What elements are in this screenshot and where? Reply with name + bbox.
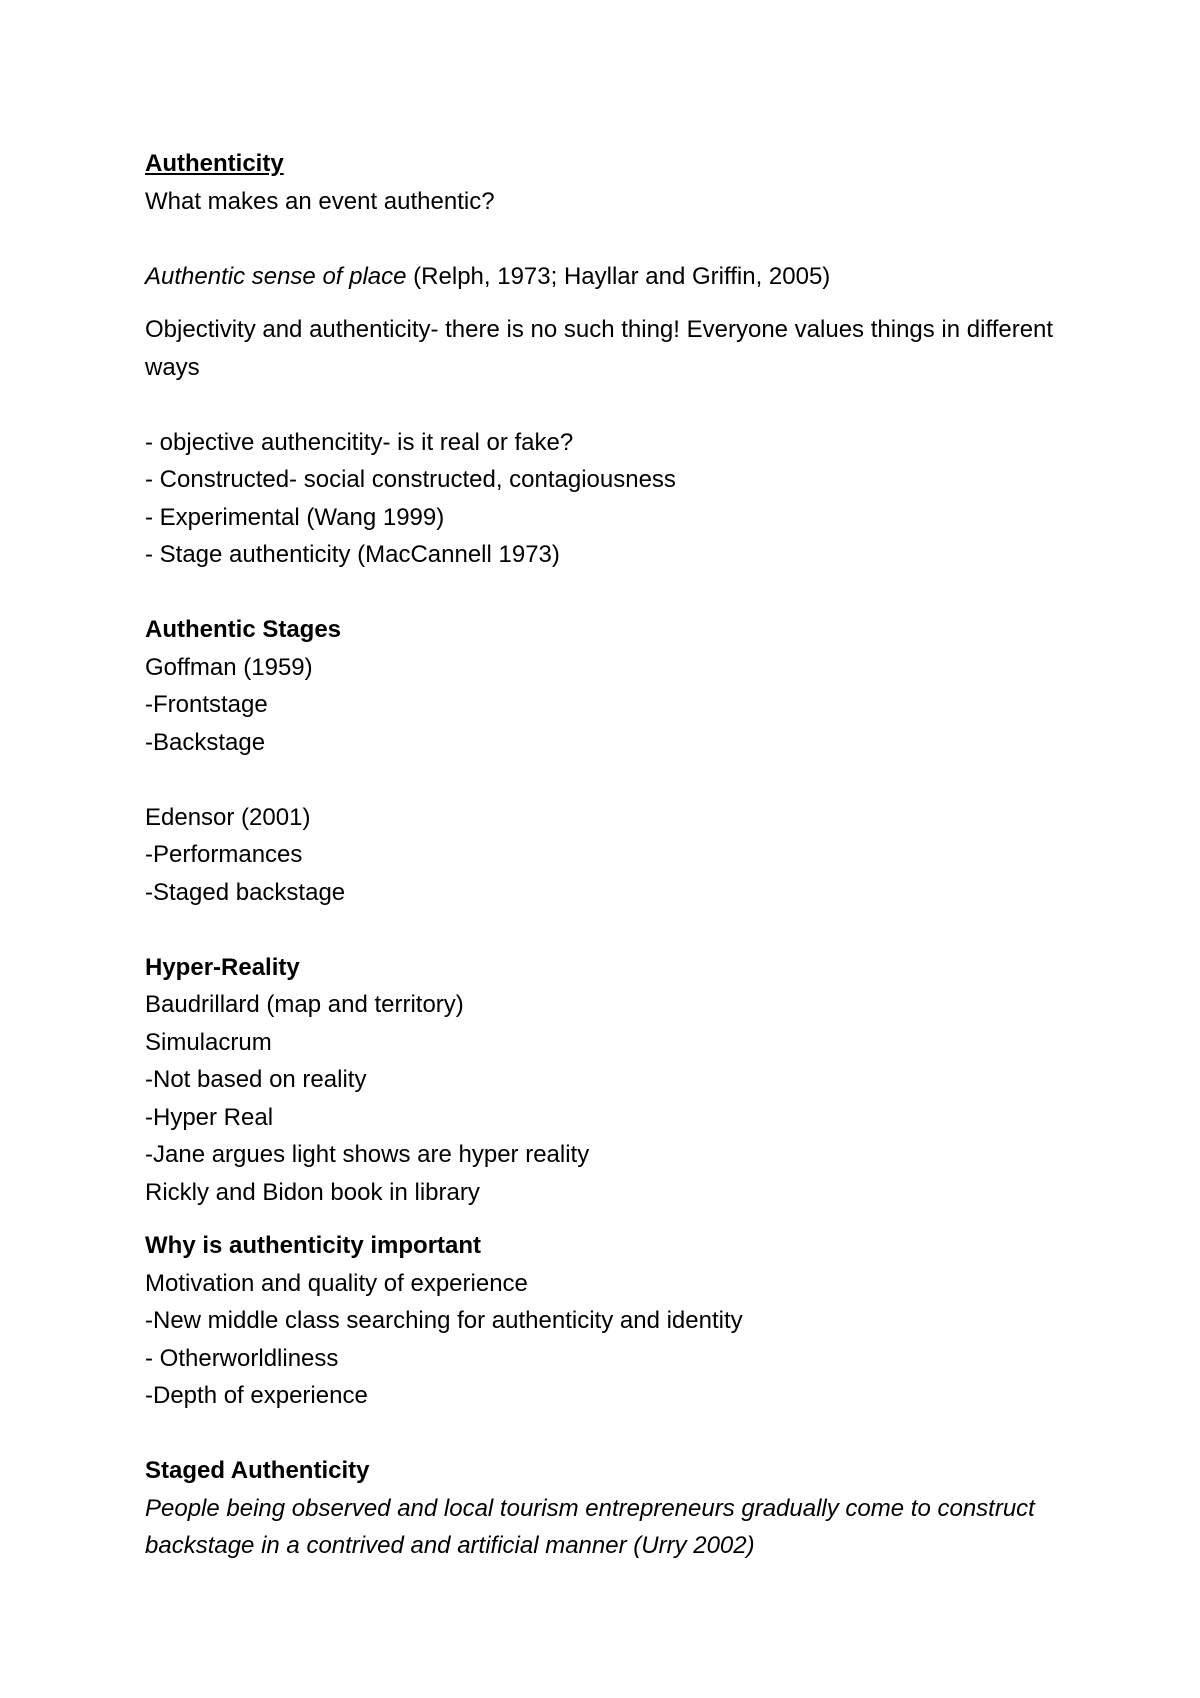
- why-important-item: -Depth of experience: [145, 1382, 368, 1409]
- edensor-item: Edensor (2001): [145, 803, 311, 831]
- authenticity-type-item: - objective authencitity- is it real or fake?: [145, 428, 574, 456]
- goffman-item: Goffman (1959): [145, 653, 313, 681]
- hyper-reality-item: Rickly and Bidon book in library: [145, 1178, 480, 1206]
- objectivity-paragraph: Objectivity and authenticity- there is no such thing! Everyone values things in different ways: [145, 316, 1054, 381]
- goffman-item: -Backstage: [145, 728, 266, 756]
- intro-question: What makes an event authentic?: [145, 187, 495, 215]
- sense-of-place-term: Authentic sense of place: [145, 262, 407, 290]
- hyper-reality-item: Simulacrum: [145, 1028, 272, 1056]
- hyper-reality-item: -Hyper Real: [145, 1103, 274, 1131]
- why-important-item: -New middle class searching for authenticity and identity: [145, 1307, 743, 1334]
- document-page: [145, 145, 1075, 1565]
- sense-of-place-citation: (Relph, 1973; Hayllar and Griffin, 2005): [406, 262, 831, 290]
- staged-authenticity-heading: Staged Authenticity: [145, 1457, 370, 1484]
- why-important-item: Motivation and quality of experience: [145, 1269, 528, 1297]
- goffman-item: -Frontstage: [145, 691, 268, 718]
- staged-authenticity-quote: People being observed and local tourism entrepreneurs gradually come to construct backstage in a contrived and artificial manner (Urry 2002): [145, 1494, 1035, 1559]
- hyper-reality-item: -Not based on reality: [145, 1066, 367, 1093]
- authenticity-type-item: - Experimental (Wang 1999): [145, 503, 445, 531]
- sense-of-place-line: [145, 258, 1075, 296]
- why-important-heading: Why is authenticity important: [145, 1232, 482, 1259]
- authenticity-type-item: - Constructed- social constructed, contagiousness: [145, 466, 676, 493]
- hyper-reality-heading: Hyper-Reality: [145, 953, 300, 981]
- authenticity-type-item: - Stage authenticity (MacCannell 1973): [145, 541, 560, 568]
- hyper-reality-item: Baudrillard (map and territory): [145, 991, 464, 1018]
- why-important-item: - Otherworldliness: [145, 1344, 339, 1372]
- hyper-reality-item: -Jane argues light shows are hyper reality: [145, 1141, 590, 1168]
- edensor-item: -Staged backstage: [145, 878, 346, 906]
- authentic-stages-heading: Authentic Stages: [145, 616, 342, 643]
- edensor-item: -Performances: [145, 841, 303, 868]
- document-title: Authenticity: [145, 150, 284, 177]
